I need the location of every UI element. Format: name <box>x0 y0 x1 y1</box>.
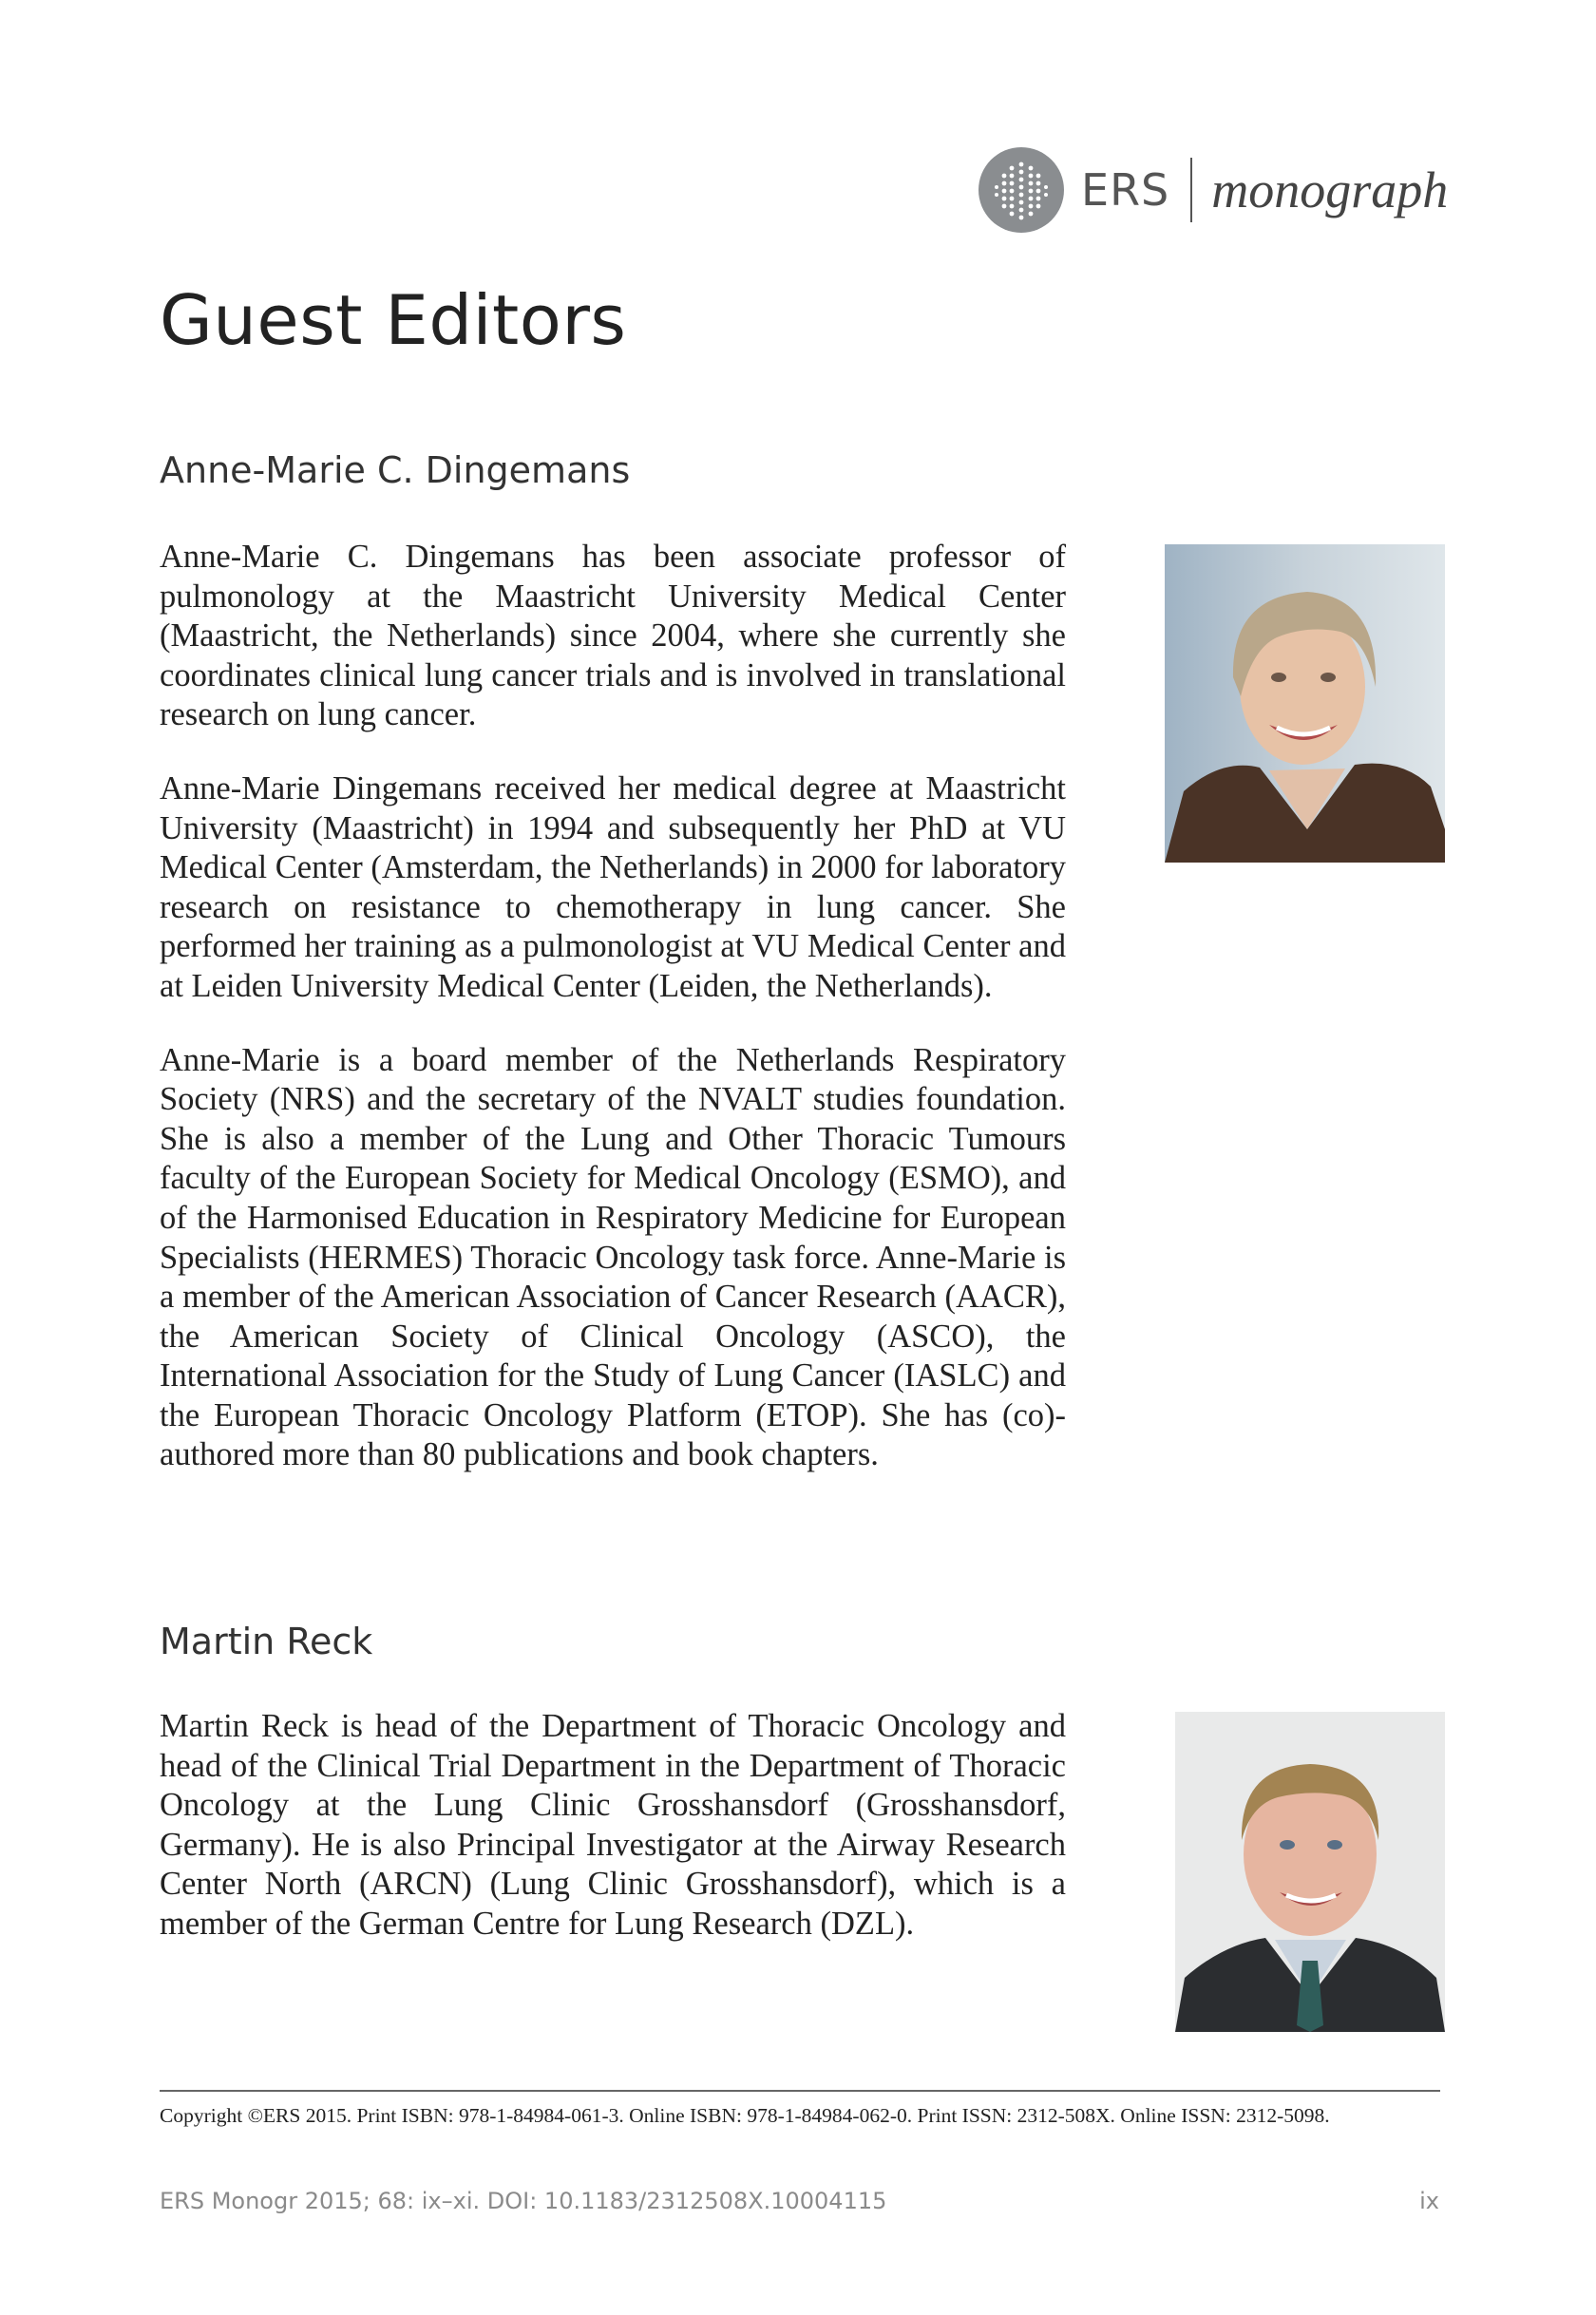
page-number: ix <box>1419 2188 1439 2214</box>
editor-portrait-photo <box>1165 544 1445 863</box>
copyright-notice: Copyright ©ERS 2015. Print ISBN: 978-1-84984-061-3. Online ISBN: 978-1-84984-062-0. Print ISSN: 2312-508X. Online ISSN: 2312-5098. <box>160 2104 1330 2127</box>
bio-paragraph: Martin Reck is head of the Department of Thoracic Oncology and head of the Clinical Trial Department in the Department of Thoracic Oncology at the Lung Clinic Grosshansdorf (Grosshansdorf, Germany). He is also Principal Investigator at the Airway Research Center North (ARCN) (Lung Clinic Grosshansdorf), which is a member of the German Centre for Lung Research (DZL). <box>160 1708 1066 1942</box>
logo-monograph-text: monograph <box>1211 161 1449 218</box>
editor-bio <box>160 538 1066 1509</box>
bio-paragraph: Anne-Marie C. Dingemans has been associate professor of pulmonology at the Maastricht University Medical Center (Maastricht, the Netherlands) since 2004, where she currently she coordinates clinical lung cancer trials and is involved in translational research on lung cancer. <box>160 539 1066 733</box>
editor-name: Anne-Marie C. Dingemans <box>160 449 631 491</box>
editor-bio <box>160 1707 1066 1979</box>
bio-paragraph: Anne-Marie Dingemans received her medical degree at Maastricht University (Maastricht) in 1994 and subsequently her PhD at VU Medical Center (Amsterdam, the Netherlands) in 2000 for laboratory research on resistance to chemotherapy in lung cancer. She performed her training as a pulmonologist at VU Medical Center and at Leiden University Medical Center (Leiden, the Netherlands). <box>160 769 1066 1004</box>
editor-name: Martin Reck <box>160 1621 373 1662</box>
logo-ers-text: ERS <box>1081 164 1170 216</box>
footer-divider <box>160 2090 1440 2092</box>
page-title: Guest Editors <box>160 280 627 360</box>
logo-divider <box>1190 158 1192 222</box>
lungs-dot-icon <box>978 147 1064 233</box>
citation-doi: ERS Monogr 2015; 68: ix–xi. DOI: 10.1183/2312508X.10004115 <box>160 2188 887 2214</box>
ers-monograph-logo <box>978 147 1448 233</box>
editor-portrait-photo <box>1175 1712 1445 2032</box>
bio-paragraph: Anne-Marie is a board member of the Netherlands Respiratory Society (NRS) and the secretary of the NVALT studies foundation. She is also a member of the Lung and Other Thoracic Tumours faculty of the European Society for Medical Oncology (ESMO), and of the Harmonised Education in Respiratory Medicine for European Specialists (HERMES) Thoracic Oncology task force. Anne-Marie is a member of the American Association of Cancer Research (AACR), the American Society of Clinical Oncology (ASCO), the International Association for the Study of Lung Cancer (IASLC) and the European Thoracic Oncology Platform (ETOP). She has (co)-authored more than 80 publications and book chapters. <box>160 1041 1066 1473</box>
